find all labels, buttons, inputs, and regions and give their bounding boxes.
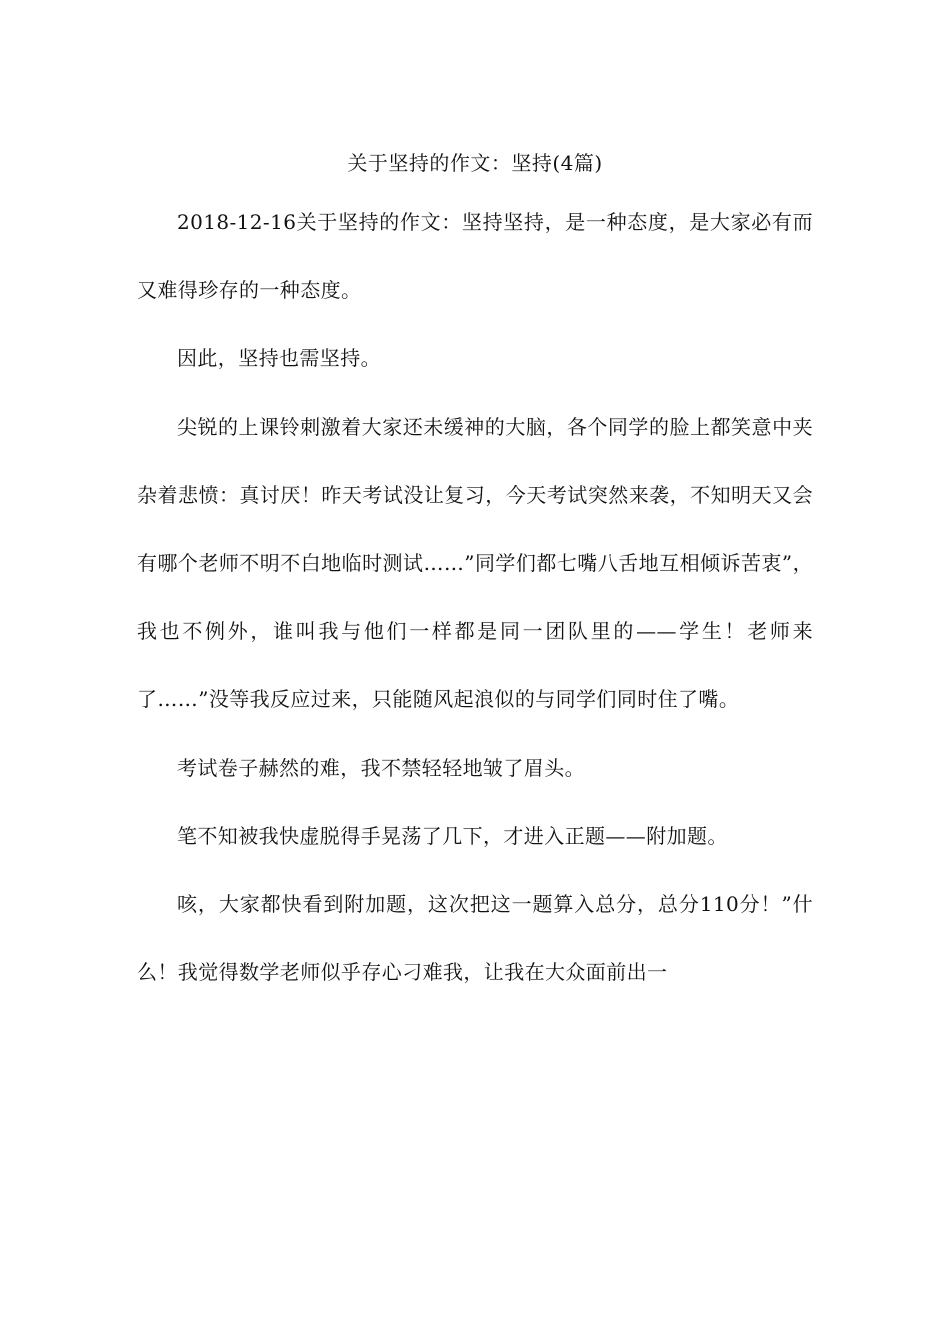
paragraph-2: 因此，坚持也需坚持。 [177,346,381,371]
paragraph-1: 2018-12-16关于坚持的作文：坚持坚持，是一种态度，是大家必有而又难得珍存的一种态度。 [137,210,813,303]
paragraph-6: 咳，大家都快看到附加题，这次把这一题算入总分，总分110分！”什么！我觉得数学老师似乎存心刁难我，让我在大众面前出一 [137,892,813,985]
paragraph-3: 尖锐的上课铃刺激着大家还未缓神的大脑，各个同学的脸上都笑意中夹杂着悲愤：真讨厌！昨天考试没让复习，今天考试突然来袭，不知明天又会有哪个老师不明不白地临时测试……”同学们都七嘴八舌地互相倾诉苦衷”，我也不例外，谁叫我与他们一样都是同一团队里的——学生！老师来了……”没等我反应过来，只能随风起浪似的与同学们同时住了嘴。 [137,414,813,712]
document-body [137,138,813,1006]
document-title: 关于坚持的作文：坚持(4篇) [347,151,603,175]
paragraph-4: 考试卷子赫然的难，我不禁轻轻地皱了眉头。 [177,755,585,780]
paragraph-5: 笔不知被我快虚脱得手晃荡了几下，才进入正题——附加题。 [177,823,728,848]
